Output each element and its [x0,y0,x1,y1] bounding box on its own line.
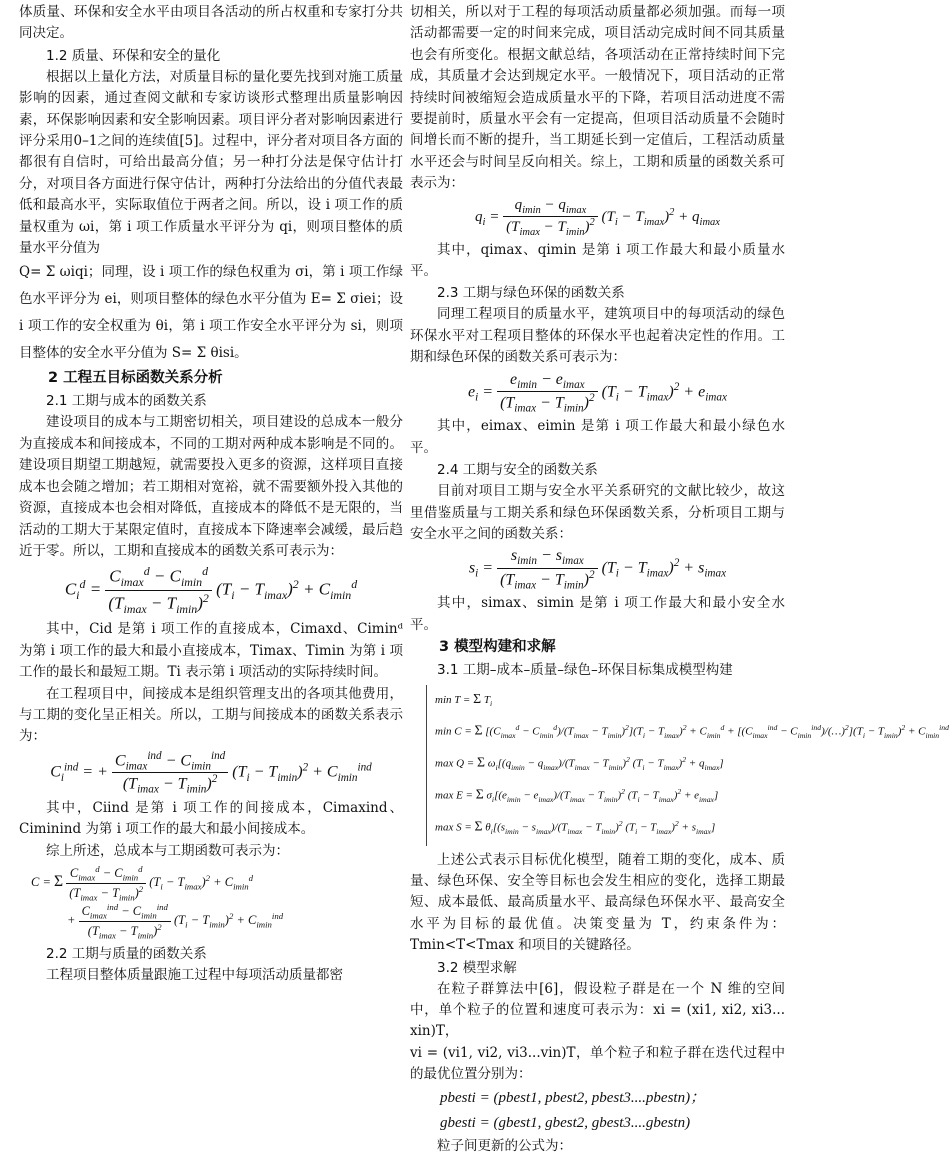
formula-gbest: gbesti = (gbest1, gbest2, gbest3....gbestn) [440,1114,691,1131]
model-objective-quality: max Q = Σ $\omega_i[(q_{imin} - q_{imax})/(T_{imax} - T_{imin})^2$ $(T_i - T_{imax})^2 + q_{imax}$] [435,754,724,772]
model-objective-time: min T = Σ $T_i$ [435,690,493,709]
section-heading-2-1: 2.1 工期与成本的函数关系 [46,393,207,410]
paragraph: 其中，qimax、qimin 是第 i 项工作最大和最小质量水平。 [410,241,785,280]
paragraph: 粒子间更新的公式为： [437,1138,572,1155]
right-column [410,2,949,1155]
paragraph: 工程项目整体质量跟施工过程中每项活动质量都密 [46,966,343,983]
section-heading-2-2: 2.2 工期与质量的函数关系 [46,945,207,962]
paragraph: Q= Σ ωiqi；同理，设 i 项工作的绿色权重为 σi，第 i 项工作绿色水平评分为 ei，则项目整体的绿色水平分值为 E= Σ σiei；设 i 项工作的安全权重为 θi，第 i 项工作安全水平评分为 si，则项目整体的安全水平分值为 S= Σ θisi。 [19,264,403,362]
paragraph: 体质量、环保和安全水平由项目各活动的所占权重和专家打分共同决定。 [19,4,403,42]
left-column [19,2,403,1118]
section-heading-1-2: 1.2 质量、环保和安全的量化 [46,47,221,64]
optimization-model [426,685,949,846]
section-heading-2-4: 2.4 工期与安全的函数关系 [437,462,598,479]
paragraph: 建设项目的成本与工期密切相关，项目建设的总成本一般分为直接成本和间接成本，不同的工期对两种成本影响是不同的。 建设项目期望工期越短，就需要投入更多的资源，这样项目直接成本也会随之增加；若工期相对宽裕，就不需要额外投入其他的资源，直接成本也会相对降低，直接成本的降低不是无限的，当活动的工期大于某限定值时，直接成本下降速率会减缓，最后趋近于零。所以，工期和直接成本的函数关系可表示为： [19,414,403,559]
paragraph: 目前对项目工期与安全水平关系研究的文献比较少，故这里借鉴质量与工期关系和绿色环保函数关系，分析项目工期与安全水平之间的函数关系： [410,483,785,543]
section-heading-3-1: 3.1 工期–成本–质量–绿色–环保目标集成模型构建 [437,661,733,678]
section-heading-3-2: 3.2 模型求解 [437,959,517,976]
section-heading-3: 3 模型构建和求解 [439,638,556,655]
paragraph: 其中，simax、simin 是第 i 项工作最大和最小安全水平。 [410,595,785,633]
formula-direct-cost: $C_i^d$ = $\frac{C_{imax}^d - C_{imin}^d}{(T_{imax} - T_{imin})^2}$ $(T_i - T_{imax})^2 + C_{imin}^d$ [64,564,358,617]
paragraph: 在粒子群算法中[6]，假设粒子群是在一个 N 维的空间中，单个粒子的位置和速度可表示为：xi = (xi1, xi2, xi3... xin)T， [410,980,785,1040]
formula-quality: $q_i$ = $\frac{q_{imin} - q_{imax}}{(T_{imax} - T_{imin})^2}$ $(T_i - T_{imax})^2 + q_{imax}$ [475,196,720,238]
section-heading-2: 2 工程五目标函数关系分析 [48,370,223,387]
formula-total-cost: C = Σ $\frac{C_{imax}^d - C_{imin}^d}{(T_{imax} - T_{imin})^2}$ $(T_i - T_{imax})^2 + C_{imin}^d$ + $\frac{C_{imax}^{ind} - C_{imin}^{ind}}{(T_{imax} - T_{imin})^2}$ $(T_i - T_{imin})^2 + C_{imin}^{ind}$ [31,864,284,941]
model-objective-safety: max S = Σ $\theta_i[(s_{imin} - s_{imax})/(T_{imax} - T_{imin})^2$ $(T_i - T_{imax})^2 + s_{imax}$] [435,818,716,836]
paragraph: 其中，Cid 是第 i 项工作的直接成本，Cimaxd、Ciminᵈ 为第 i 项工作的最大和最小直接成本，Timax、Timin 为第 i 项工作的最长和最短工期。Ti 表示第 i 项活动的实际持续时间。 [19,621,403,681]
paragraph: 其中，eimax、eimin 是第 i 项工作最大和最小绿色水平。 [410,418,785,456]
paragraph: 其中，Ciind 是第 i 项工作的间接成本，Cimaxind、Ciminind 为第 i 项工作的最大和最小间接成本。 [19,799,403,838]
formula-indirect-cost: $C_i^{ind}$ = + $\frac{C_{imax}^{ind} - C_{imin}^{ind}}{(T_{imax} - T_{imin})^2}$ $(T_i - T_{imin})^2 + C_{imin}^{ind}$ [50,749,372,796]
formula-safety: $s_i$ = $\frac{s_{imin} - s_{imax}}{(T_{imax} - T_{imin})^2}$ $(T_i - T_{imax})^2 + s_{imax}$ [468,547,727,592]
section-heading-2-3: 2.3 工期与绿色环保的函数关系 [437,285,625,302]
paragraph: 根据以上量化方法，对质量目标的量化要先找到对施工质量影响的因素，通过查阅文献和专家访谈形式整理出质量影响因素，环保影响因素和安全影响因素。项目评分者对影响因素进行评分采用0–1之间的连续值[5]。过程中，评分者对项目各方面的都很有自信时，可给出最高分值；另一种打分法是保守估计打分，对项目各方面进行保守估计，两种打分法给出的分值代表最低和最高水平，实际取值位于两者之间。所以，设 i 项工作的质量权重为 ωi，第 i 项工作质量水平评分为 qi，则项目整体的质量水平分值为 [19,68,403,257]
paragraph: vi = (vi1, vi2, vi3...vin)T，单个粒子和粒子群在迭代过程中的最优位置分别为： [410,1044,785,1083]
paragraph: 上述公式表示目标优化模型，随着工期的变化，成本、质量、绿色环保、安全等目标也会发生相应的变化，选择工期最短、成本最低、最高质量水平、最高绿色环保水平、最高安全水平为目标的最优值。决策变量为 T，约束条件为：Tmin<T<Tmax 和项目的关键路径。 [410,851,785,954]
formula-pbest: pbesti = (pbest1, pbest2, pbest3....pbestn)； [440,1089,706,1106]
paragraph: 切相关，所以对于工程的每项活动质量都必须加强。而每一项活动都需要一定的时间来完成，项目活动完成时间不同其质量也会有所变化。根据文献总结，各项活动在正常持续时间下完成，其质量才会达到规定水平。一般情况下，项目活动的正常持续时间被缩短会造成质量水平的下降，若项目活动进度不需要提前时，质量水平会有一定提高，但项目活动质量不会随时间增长而不断的提升，当工期延长到一定值后，工程活动质量水平还会与时间呈反向相关。综上，工期和质量的函数关系可表示为： [410,4,785,192]
paragraph: 同理工程项目的质量水平，建筑项目中的每项活动的绿色环保水平对工程项目整体的环保水平也起着决定性的作用。工期和绿色环保的函数关系可表示为： [410,306,785,366]
model-objective-green: max E = Σ $\sigma_i[(e_{imin} - e_{imax})/(T_{imax} - T_{imin})^2$ $(T_i - T_{imax})^2 + e_{imax}$] [435,786,719,804]
paragraph: 综上所述，总成本与工期函数可表示为： [46,842,289,859]
formula-green: $e_i$ = $\frac{e_{imin} - e_{imax}}{(T_{imax} - T_{imin})^2}$ $(T_i - T_{imax})^2 + e_{imax}$ [468,370,727,415]
paragraph: 在工程项目中，间接成本是组织管理支出的各项其他费用，与工期的变化呈正相关。所以，工期与间接成本的函数关系表示为： [19,685,403,745]
model-objective-cost: min C = Σ $[(C_{imax}^d - C_{imin}^d)/(T_{imax} - T_{imin})^2](T_i - T_{imax})^2 + C_{imin}^d + [(C_{imax}^{ind}$ − $C_{imin}^{ind})/(\dots)^2](T_i - T_{imin})^2 + C_{imin}^{ind}$ [435,722,949,740]
